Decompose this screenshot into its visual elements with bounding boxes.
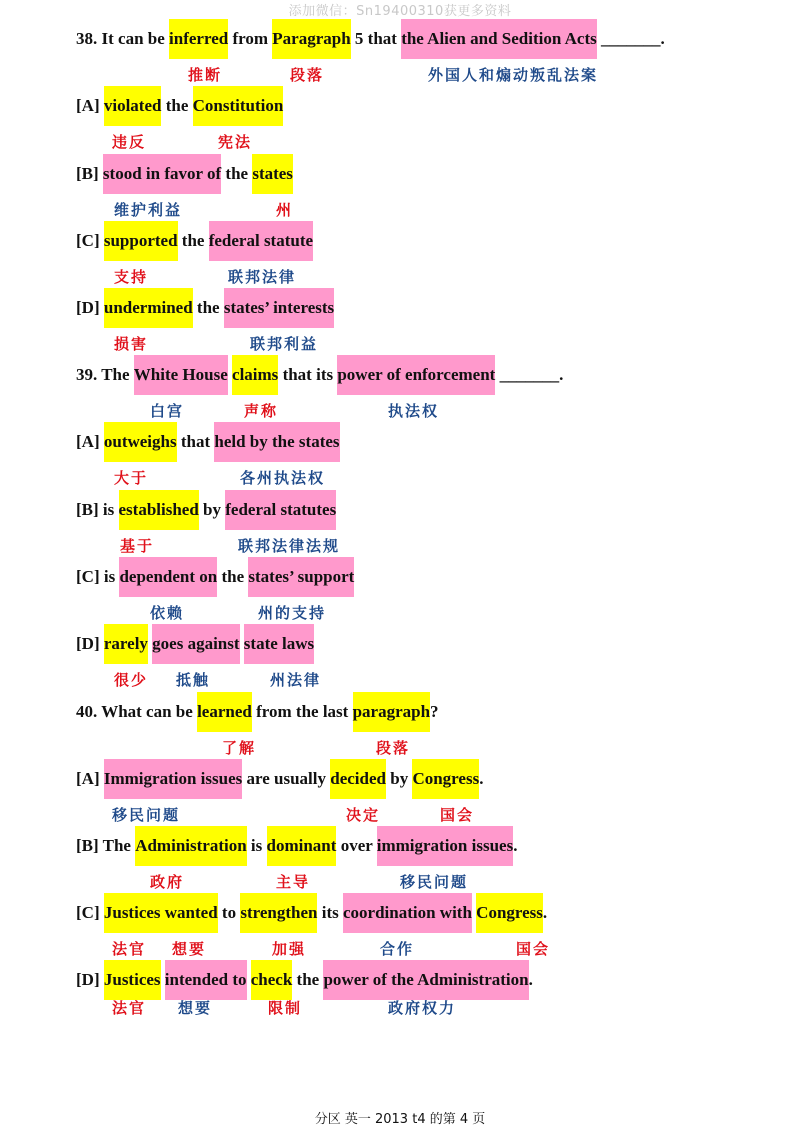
highlight-yellow: paragraph — [353, 692, 430, 732]
highlight-pink: power of the Administration — [323, 960, 528, 1000]
annotation: 政府权力 — [388, 999, 457, 1017]
text: [C] — [76, 903, 104, 922]
text: . — [479, 769, 484, 788]
annotation: 州 — [276, 201, 294, 219]
highlight-yellow: Paragraph — [272, 19, 350, 59]
annotation: 限制 — [268, 999, 303, 1017]
text: [A] — [76, 96, 104, 115]
text: to — [217, 903, 241, 922]
text: . — [542, 903, 548, 922]
annotation: 基于 — [120, 537, 155, 555]
highlight-yellow: inferred — [169, 19, 228, 59]
text: . — [513, 836, 518, 855]
text: by — [385, 769, 413, 788]
annotation: 法官 — [112, 999, 147, 1017]
highlight-pink: the Alien and Sedition Acts — [401, 19, 597, 59]
highlight-yellow: supported — [104, 221, 178, 261]
option-38d — [76, 288, 334, 328]
option-39a — [76, 422, 340, 462]
annotation: 声称 — [244, 402, 279, 420]
option-40a — [76, 759, 483, 799]
text: over — [336, 836, 377, 855]
watermark: 添加微信：Sn19400310获更多资料 — [288, 4, 512, 19]
option-40b — [76, 826, 517, 866]
annotation: 决定 — [346, 806, 381, 824]
text: that its — [278, 365, 338, 384]
text: are usually — [242, 769, 331, 788]
highlight-pink: coordination with — [343, 893, 472, 933]
annotation: 联邦利益 — [250, 335, 319, 353]
annotation: 推断 — [188, 66, 223, 84]
annotation: 了解 — [222, 739, 257, 757]
annotation: 主导 — [276, 873, 311, 891]
highlight-yellow: Constitution — [193, 86, 284, 126]
annotation: 国会 — [516, 940, 551, 958]
text: 38. It can be — [76, 29, 170, 48]
text: its — [317, 903, 343, 922]
highlight-yellow: Administration — [135, 826, 246, 866]
text: the — [161, 96, 193, 115]
text: 39. The — [76, 365, 134, 384]
text: [C] — [76, 231, 104, 250]
annotation: 各州执法权 — [240, 469, 326, 487]
highlight-yellow: decided — [330, 759, 386, 799]
annotation: 损害 — [114, 335, 149, 353]
annotation: 想要 — [172, 940, 207, 958]
highlight-yellow: undermined — [104, 288, 193, 328]
text: 5 that — [350, 29, 402, 48]
annotation: 段落 — [290, 66, 325, 84]
text: the — [177, 231, 209, 250]
question-40-stem — [76, 692, 439, 732]
text: _______. — [596, 29, 665, 48]
annotation: 大于 — [114, 469, 149, 487]
text: the — [221, 164, 253, 183]
highlight-yellow: rarely — [104, 624, 148, 664]
annotation: 移民问题 — [112, 806, 181, 824]
annotation: 州的支持 — [258, 604, 327, 622]
highlight-pink: White House — [134, 355, 228, 395]
highlight-yellow: states — [252, 154, 293, 194]
highlight-yellow: outweighs — [104, 422, 177, 462]
highlight-yellow: Congress — [476, 893, 543, 933]
highlight-pink: states’ support — [248, 557, 354, 597]
question-38-stem — [76, 19, 665, 59]
text: the — [192, 298, 224, 317]
annotation: 宪法 — [218, 133, 253, 151]
annotation: 白宫 — [150, 402, 185, 420]
highlight-yellow: strengthen — [240, 893, 317, 933]
text: that — [176, 432, 215, 451]
annotation: 外国人和煽动叛乱法案 — [428, 66, 599, 84]
text: _______. — [495, 365, 564, 384]
text: [A] — [76, 769, 104, 788]
annotation: 法官 — [112, 940, 147, 958]
option-38b — [76, 154, 293, 194]
option-40c — [76, 893, 547, 933]
annotation: 国会 — [440, 806, 475, 824]
annotation: 执法权 — [388, 402, 440, 420]
annotation: 违反 — [112, 133, 147, 151]
annotation: 依赖 — [150, 604, 185, 622]
highlight-yellow: claims — [232, 355, 278, 395]
annotation: 联邦法律法规 — [238, 537, 341, 555]
highlight-pink: goes against — [152, 624, 239, 664]
highlight-pink: intended to — [165, 960, 247, 1000]
highlight-pink: stood in favor of — [103, 154, 221, 194]
highlight-pink: federal statute — [209, 221, 313, 261]
annotation: 州法律 — [270, 671, 322, 689]
text: 40. What can be — [76, 702, 198, 721]
annotation: 合作 — [380, 940, 415, 958]
highlight-yellow: learned — [197, 692, 252, 732]
highlight-pink: held by the states — [214, 422, 339, 462]
highlight-yellow: established — [119, 490, 199, 530]
highlight-pink: states’ interests — [224, 288, 334, 328]
highlight-yellow: violated — [104, 86, 162, 126]
text: from — [228, 29, 273, 48]
question-39-stem — [76, 355, 563, 395]
text: ? — [430, 702, 439, 721]
annotation: 联邦法律 — [228, 268, 297, 286]
option-39d — [76, 624, 314, 664]
text: [B] The — [76, 836, 136, 855]
text: [A] — [76, 432, 104, 451]
highlight-pink: federal statutes — [225, 490, 336, 530]
annotation: 很少 — [114, 671, 149, 689]
text: the — [217, 567, 249, 586]
text: . — [528, 970, 533, 989]
highlight-yellow: Justices — [104, 960, 161, 1000]
annotation: 段落 — [376, 739, 411, 757]
annotation: 加强 — [272, 940, 307, 958]
text: [C] is — [76, 567, 120, 586]
highlight-yellow: check — [251, 960, 293, 1000]
page-footer: 分区 英一 2013 t4 的第 4 页 — [314, 1112, 486, 1127]
annotation: 移民问题 — [400, 873, 469, 891]
option-40d — [76, 960, 533, 1000]
text: [B] — [76, 164, 103, 183]
highlight-pink: immigration issues — [377, 826, 513, 866]
text: the — [292, 970, 324, 989]
highlight-yellow: Congress — [412, 759, 479, 799]
highlight-yellow: Justices wanted — [104, 893, 218, 933]
text: by — [198, 500, 226, 519]
option-39c — [76, 557, 354, 597]
text: [B] is — [76, 500, 119, 519]
option-39b — [76, 490, 336, 530]
option-38a — [76, 86, 283, 126]
highlight-pink: Immigration issues — [104, 759, 242, 799]
highlight-pink: power of enforcement — [337, 355, 495, 395]
text: [D] — [76, 970, 104, 989]
annotation: 抵触 — [176, 671, 211, 689]
annotation: 维护利益 — [114, 201, 183, 219]
text: is — [246, 836, 267, 855]
text: [D] — [76, 634, 104, 653]
text: [D] — [76, 298, 104, 317]
annotation: 支持 — [114, 268, 149, 286]
highlight-pink: dependent on — [119, 557, 217, 597]
text: from the last — [251, 702, 353, 721]
annotation: 政府 — [150, 873, 185, 891]
highlight-yellow: dominant — [267, 826, 337, 866]
highlight-pink: state laws — [244, 624, 314, 664]
annotation: 想要 — [178, 999, 213, 1017]
option-38c — [76, 221, 313, 261]
